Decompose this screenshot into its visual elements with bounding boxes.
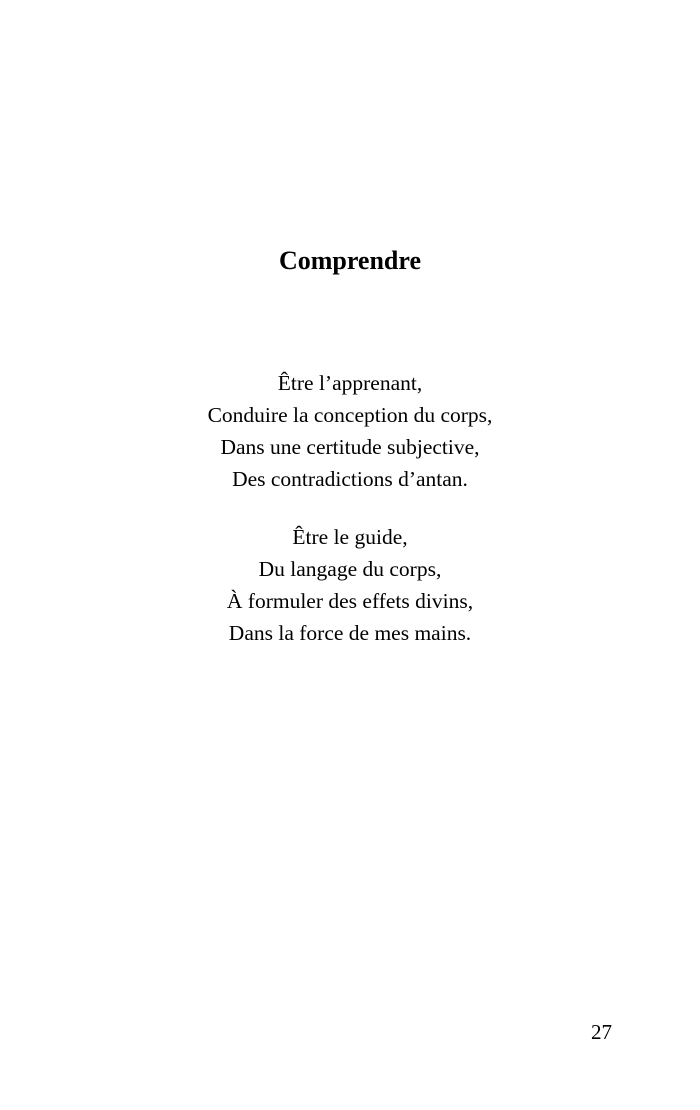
verse-line: Être le guide,: [292, 525, 408, 549]
verse-line: Dans la force de mes mains.: [228, 621, 472, 645]
verse-line: Des contradictions d’antan.: [232, 467, 468, 491]
poem-title: Comprendre: [278, 246, 422, 275]
verse-line: Conduire la conception du corps,: [207, 403, 493, 427]
verse-line: Dans une certitude subjective,: [220, 435, 480, 459]
stanza-2: [0, 521, 700, 649]
poem-body: [0, 367, 700, 649]
stanza-1: [0, 367, 700, 495]
verse-line: Être l’apprenant,: [277, 371, 423, 395]
verse-line: À formuler des effets divins,: [226, 589, 474, 613]
page-number: 27: [591, 1020, 612, 1044]
verse-line: Du langage du corps,: [258, 557, 442, 581]
